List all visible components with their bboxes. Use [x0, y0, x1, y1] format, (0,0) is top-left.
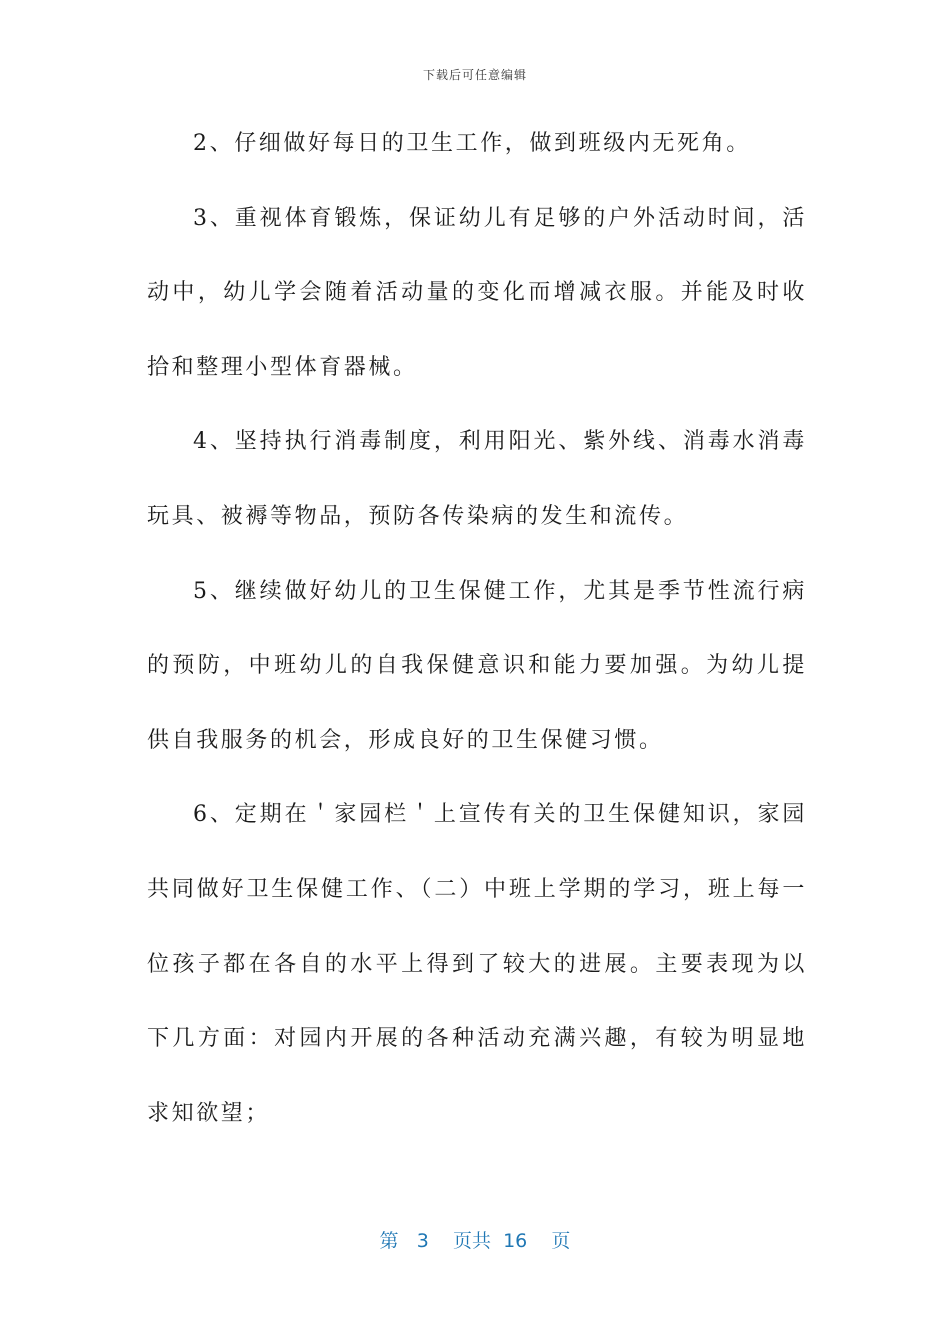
- page-header: 下载后可任意编辑: [422, 68, 527, 82]
- document-body: [147, 107, 807, 1151]
- paragraph-item-4: 4、坚持执行消毒制度，利用阳光、紫外线、消毒水消毒玩具、被褥等物品，预防各传染病的发生和流传。: [147, 429, 807, 529]
- paragraph-item-5: 5、继续做好幼儿的卫生保健工作，尤其是季节性流行病的预防，中班幼儿的自我保健意识和能力要加强。为幼儿提供自我服务的机会，形成良好的卫生保健习惯。: [147, 578, 807, 753]
- total-pages-number: 16: [503, 1230, 528, 1252]
- paragraph-item-3: 3、重视体育锻炼，保证幼儿有足够的户外活动时间，活动中，幼儿学会随着活动量的变化而增减衣服。并能及时收拾和整理小型体育器械。: [147, 205, 807, 380]
- current-page-number: 3: [416, 1230, 429, 1252]
- footer-middle: 页共: [452, 1230, 491, 1252]
- footer-prefix: 第: [379, 1230, 399, 1252]
- paragraph-item-6: 6、定期在＇家园栏＇上宣传有关的卫生保健知识，家园共同做好卫生保健工作、（二）中班上学期的学习，班上每一位孩子都在各自的水平上得到了较大的进展。主要表现为以下几方面：对园内开展的各种活动充满兴趣，有较为明显地求知欲望；: [147, 802, 807, 1126]
- page-footer: [0, 1226, 950, 1253]
- footer-suffix: 页: [551, 1230, 571, 1252]
- paragraph-item-2: 2、仔细做好每日的卫生工作，做到班级内无死角。: [193, 131, 751, 156]
